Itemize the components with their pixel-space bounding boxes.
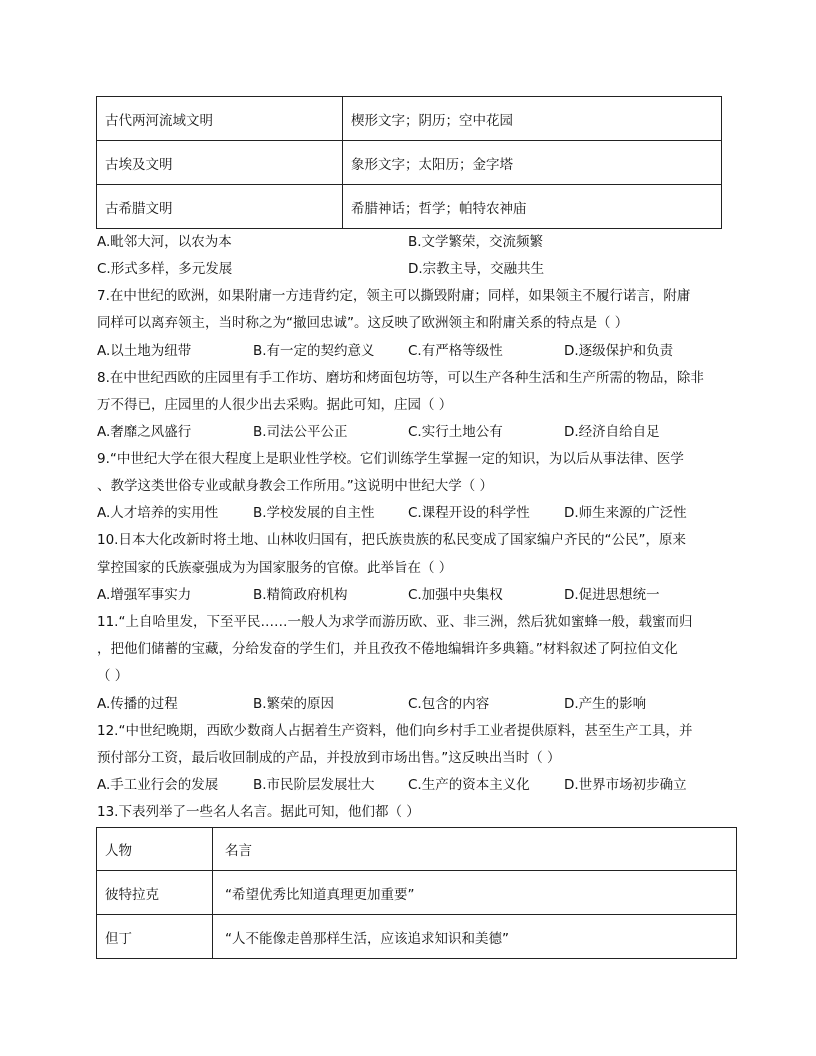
q6-option-c: C.形式多样，多元发展 xyxy=(97,261,233,277)
table-header-cell: 名言 xyxy=(213,828,737,871)
q11-stem-line: 11.“上自哈里发，下至平民……一般人为求学而游历欧、亚、非三洲，然后犹如蜜蜂一般，载蜜而归 xyxy=(97,614,693,630)
q8-option-a: A.奢靡之风盛行 xyxy=(97,424,192,440)
q12-option-a: A.手工业行会的发展 xyxy=(97,777,219,793)
table-header-cell: 人物 xyxy=(97,828,213,871)
q11-option-d: D.产生的影响 xyxy=(564,696,647,712)
q8-option-c: C.实行土地公有 xyxy=(408,424,503,440)
q10-option-d: D.促进思想统一 xyxy=(564,587,660,603)
q9-option-a: A.人才培养的实用性 xyxy=(97,505,219,521)
q7-option-d: D.逐级保护和负责 xyxy=(564,343,674,359)
q9-option-b: B.学校发展的自主性 xyxy=(253,505,375,521)
q7-option-b: B.有一定的契约意义 xyxy=(253,343,375,359)
q12-option-d: D.世界市场初步确立 xyxy=(564,777,687,793)
table-cell: “希望优秀比知道真理更加重要” xyxy=(213,871,737,915)
table-cell: 但丁 xyxy=(97,915,213,959)
q12-stem-line: 12.“中世纪晚期，西欧少数商人占据着生产资料，他们向乡村手工业者提供原料，甚至生产工具，并 xyxy=(97,723,693,739)
q10-option-c: C.加强中央集权 xyxy=(408,587,503,603)
q11-option-b: B.繁荣的原因 xyxy=(253,696,335,712)
q8-stem-line: 8.在中世纪西欧的庄园里有手工作坊、磨坊和烤面包坊等，可以生产各种生活和生产所需的物品，除非 xyxy=(97,370,704,386)
q9-stem-line: 9.“中世纪大学在很大程度上是职业性学校。它们训练学生掌握一定的知识，为以后从事法律、医学 xyxy=(97,451,684,467)
table-cell: 希腊神话；哲学；帕特农神庙 xyxy=(343,185,722,229)
quotes-table xyxy=(96,827,737,959)
q10-stem-line: 10.日本大化改新时将土地、山林收归国有，把氏族贵族的私民变成了国家编户齐民的“公民”，原来 xyxy=(97,532,686,548)
q12-option-b: B.市民阶层发展壮大 xyxy=(253,777,375,793)
q9-stem-line: 、教学这类世俗专业或献身教会工作所用。”这说明中世纪大学（ ） xyxy=(97,478,494,494)
q6-option-b: B.文学繁荣，交流频繁 xyxy=(408,234,544,250)
q12-stem-line: 预付部分工资，最后收回制成的产品，并投放到市场出售。”这反映出当时（ ） xyxy=(97,750,561,766)
q7-option-c: C.有严格等级性 xyxy=(408,343,503,359)
q7-stem-line: 7.在中世纪的欧洲，如果附庸一方违背约定，领主可以撕毁附庸；同样，如果领主不履行诺言，附庸 xyxy=(97,288,691,304)
q11-stem-line: （ ） xyxy=(97,668,129,684)
q11-option-c: C.包含的内容 xyxy=(408,696,490,712)
q8-option-d: D.经济自给自足 xyxy=(564,424,660,440)
civilization-table xyxy=(96,96,722,229)
q11-option-a: A.传播的过程 xyxy=(97,696,178,712)
q10-option-a: A.增强军事实力 xyxy=(97,587,192,603)
table-cell: 古埃及文明 xyxy=(97,141,343,185)
q6-option-d: D.宗教主导，交融共生 xyxy=(408,261,545,277)
q12-option-c: C.生产的资本主义化 xyxy=(408,777,530,793)
q9-option-c: C.课程开设的科学性 xyxy=(408,505,530,521)
table-cell: “人不能像走兽那样生活，应该追求知识和美德” xyxy=(213,915,737,959)
table-cell: 古代两河流域文明 xyxy=(97,97,343,141)
q8-stem-line: 万不得已，庄园里的人很少出去采购。据此可知，庄园（ ） xyxy=(97,397,453,413)
q7-stem-line: 同样可以离弃领主，当时称之为“撤回忠诚”。这反映了欧洲领主和附庸关系的特点是（ ） xyxy=(97,315,629,331)
q13-stem-line: 13.下表列举了一些名人名言。据此可知，他们都（ ） xyxy=(97,804,420,820)
q8-option-b: B.司法公平公正 xyxy=(253,424,348,440)
q10-stem-line: 掌控国家的氏族豪强成为为国家服务的官僚。此举旨在（ ） xyxy=(97,560,453,576)
q11-stem-line: ，把他们储蓄的宝藏，分给发奋的学生们，并且孜孜不倦地编辑许多典籍。”材料叙述了阿拉伯文化 xyxy=(97,641,678,657)
q6-option-a: A.毗邻大河，以农为本 xyxy=(97,234,232,250)
table-cell: 古希腊文明 xyxy=(97,185,343,229)
q9-option-d: D.师生来源的广泛性 xyxy=(564,505,687,521)
table-cell: 象形文字；太阳历；金字塔 xyxy=(343,141,722,185)
q10-option-b: B.精简政府机构 xyxy=(253,587,348,603)
table-cell: 彼特拉克 xyxy=(97,871,213,915)
q7-option-a: A.以土地为纽带 xyxy=(97,343,192,359)
table-cell: 楔形文字；阴历；空中花园 xyxy=(343,97,722,141)
